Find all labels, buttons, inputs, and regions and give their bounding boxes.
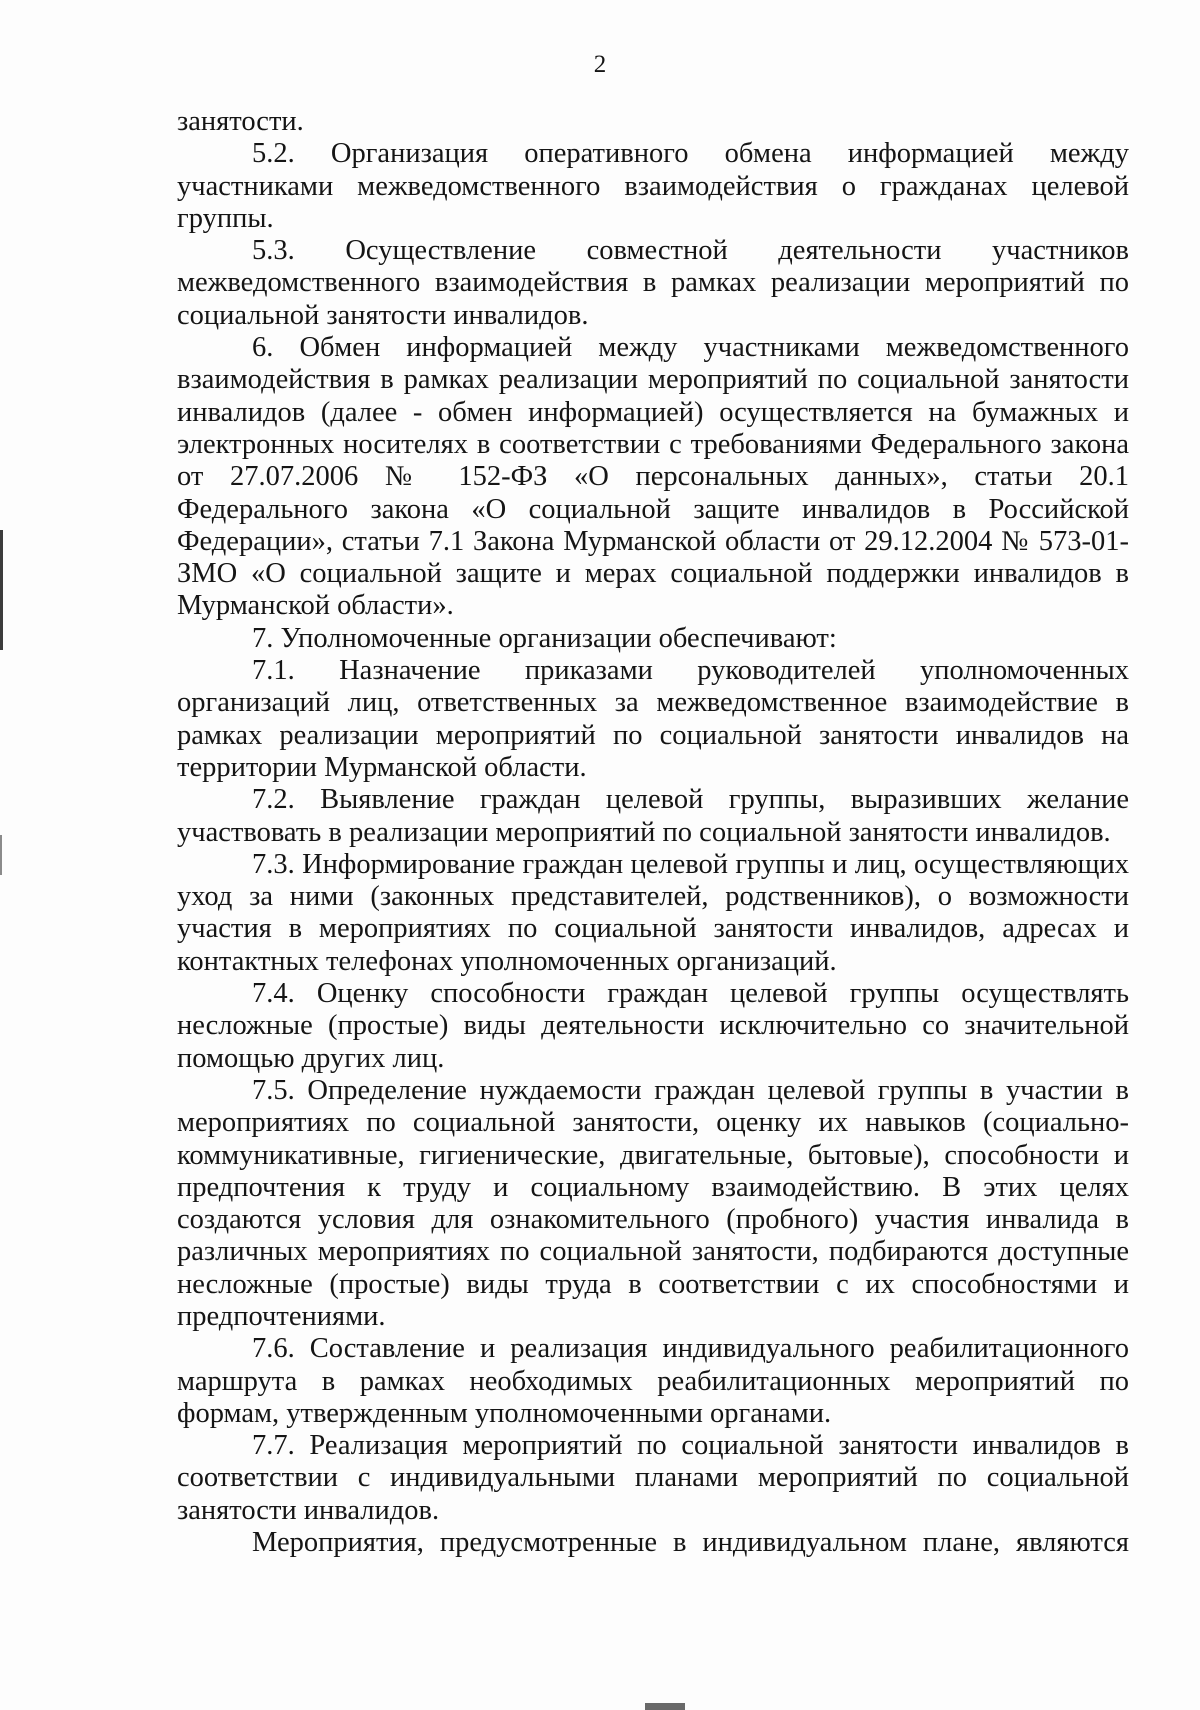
paragraph-7-6: 7.6. Составление и реализация индивидуального реабилитационного маршрута в рамках необходимых реабилитационных мероприятий по формам, утвержденным уполномоченными органами. bbox=[177, 1333, 1129, 1429]
paragraph-5-3: 5.3. Осуществление совместной деятельности участников межведомственного взаимодействия в рамках реализации мероприятий по социальной занятости инвалидов. bbox=[177, 235, 1129, 331]
paragraph-continuation: занятости. bbox=[177, 106, 304, 137]
page-number: 2 bbox=[593, 51, 607, 78]
paragraph-7-3: 7.3. Информирование граждан целевой группы и лиц, осуществляющих уход за ними (законных представителей, родственников), о возможности участия в мероприятиях по социальной занятости инвалидов, адресах и контактных телефонах уполномоченных организаций. bbox=[177, 848, 1129, 977]
cut-off-footer-fragment bbox=[645, 1703, 685, 1710]
paragraph-7-7: 7.7. Реализация мероприятий по социальной занятости инвалидов в соответствии с индивидуальными планами мероприятий по социальной занятости инвалидов. bbox=[177, 1430, 1129, 1526]
paragraph-7-4: 7.4. Оценку способности граждан целевой группы осуществлять несложные (простые) виды деятельности исключительно со значительной помощью других лиц. bbox=[177, 978, 1129, 1074]
scan-edge-mark bbox=[0, 530, 3, 650]
paragraph-5-2: 5.2. Организация оперативного обмена информацией между участниками межведомственного взаимодействия о гражданах целевой группы. bbox=[177, 138, 1129, 234]
paragraph-7: 7. Уполномоченные организации обеспечивают: bbox=[252, 622, 837, 654]
paragraph-7-2: 7.2. Выявление граждан целевой группы, выразивших желание участвовать в реализации мероприятий по социальной занятости инвалидов. bbox=[177, 784, 1129, 848]
scan-edge-mark-lower bbox=[0, 835, 2, 875]
paragraph-7-5: 7.5. Определение нуждаемости граждан целевой группы в участии в мероприятиях по социальной занятости, оценку их навыков (социально-коммуникативные, гигиенические, двигательные, бытовые), способности и предпочтения к труду и социальному взаимодействию. В этих целях создаются условия для ознакомительного (пробного) участия инвалида в различных мероприятиях по социальной занятости, подбираются доступные несложные (простые) виды труда в соответствии с их способностями и предпочтениями. bbox=[177, 1074, 1129, 1332]
document-body bbox=[177, 106, 1129, 1559]
paragraph-6: 6. Обмен информацией между участниками межведомственного взаимодействия в рамках реализации мероприятий по социальной занятости инвалидов (далее - обмен информацией) осуществляется на бумажных и электронных носителях в соответствии с требованиями Федерального закона от 27.07.2006 № 152-ФЗ «О персональных данных», статьи 20.1 Федерального закона «О социальной защите инвалидов в Российской Федерации», статьи 7.1 Закона Мурманской области от 29.12.2004 № 573-01-ЗМО «О социальной защите и мерах социальной поддержки инвалидов в Мурманской области». bbox=[177, 332, 1129, 622]
paragraph-measures: Мероприятия, предусмотренные в индивидуальном плане, являются bbox=[252, 1527, 1129, 1559]
paragraph-7-1: 7.1. Назначение приказами руководителей уполномоченных организаций лиц, ответственных за межведомственное взаимодействие в рамках реализации мероприятий по социальной занятости инвалидов на территории Мурманской области. bbox=[177, 655, 1129, 783]
